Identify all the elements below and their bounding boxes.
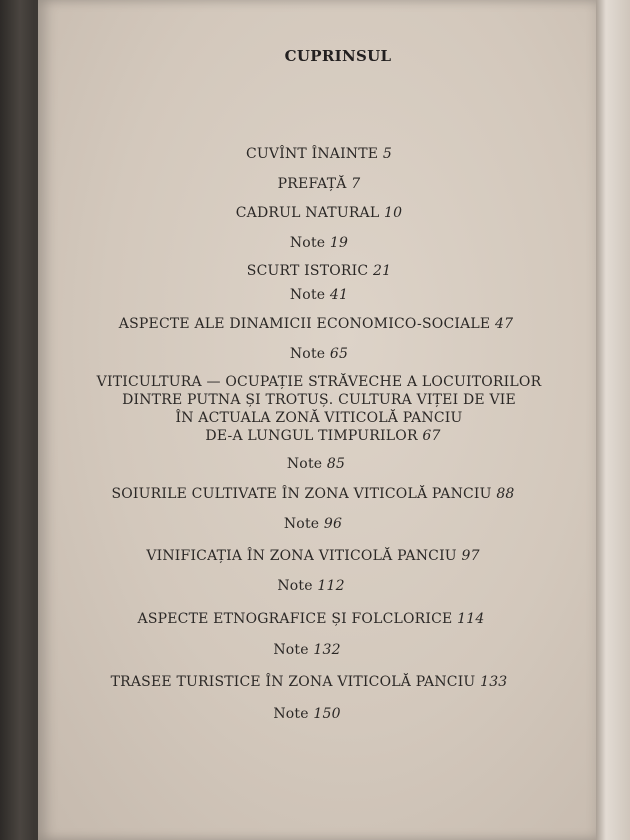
entry-page: 67 (422, 428, 441, 444)
toc-entry-viticultura-line1 (38, 374, 600, 390)
entry-page: 21 (372, 263, 392, 279)
entry-title-line: VITICULTURA — OCUPAȚIE STRĂVECHE A LOCUITORILOR (96, 374, 542, 390)
entry-title: VINIFICAȚIA ÎN ZONA VITICOLĂ PANCIU (146, 548, 457, 564)
entry-title: CADRUL NATURAL (235, 205, 380, 221)
entry-page: 85 (326, 456, 346, 472)
toc-note-4 (35, 456, 597, 472)
toc-entry-soiurile (32, 486, 594, 502)
entry-title-line: DINTRE PUTNA ȘI TROTUȘ. CULTURA VIȚEI DE VIE (122, 392, 516, 408)
entry-title: Note (289, 287, 326, 303)
entry-title: SOIURILE CULTIVATE ÎN ZONA VITICOLĂ PANCIU (111, 486, 492, 502)
entry-page: 150 (313, 706, 341, 722)
entry-page: 41 (329, 287, 349, 303)
toc-note-1 (38, 235, 600, 251)
entry-title: ASPECTE ETNOGRAFICE ȘI FOLCLORICE (137, 611, 453, 627)
entry-title: CUVÎNT ÎNAINTE (246, 146, 379, 162)
entry-page: 97 (461, 548, 480, 564)
toc-title: CUPRINSUL (284, 47, 392, 65)
entry-title-line: ÎN ACTUALA ZONĂ VITICOLĂ PANCIU (175, 410, 463, 426)
table-of-contents (38, 0, 600, 840)
toc-entry-vinificatia (32, 548, 594, 564)
toc-entry-scurt-istoric (38, 263, 600, 279)
entry-page: 7 (351, 176, 361, 192)
entry-page: 10 (384, 205, 403, 221)
toc-entry-aspecte-etnografice (30, 611, 592, 627)
page-edge (596, 0, 630, 840)
toc-entry-aspecte-dinamicii (35, 316, 597, 332)
entry-title: Note (289, 235, 326, 251)
entry-page: 96 (323, 516, 343, 532)
toc-note-6 (30, 578, 592, 594)
toc-entry-prefata (38, 176, 600, 192)
entry-page: 133 (480, 674, 508, 690)
entry-title: Note (277, 578, 313, 594)
entry-title: PREFAȚĂ (277, 176, 347, 192)
toc-note-5 (32, 516, 594, 532)
entry-page: 112 (317, 578, 345, 594)
entry-title: SCURT ISTORIC (246, 263, 369, 279)
toc-entry-cuvint-inainte (38, 146, 600, 162)
entry-title: Note (283, 516, 320, 532)
toc-entry-trasee-turistice (28, 674, 590, 690)
entry-title-line: DE-A LUNGUL TIMPURILOR (205, 428, 418, 444)
entry-title: TRASEE TURISTICE ÎN ZONA VITICOLĂ PANCIU (110, 674, 476, 690)
entry-page: 19 (329, 235, 349, 251)
entry-title: Note (289, 346, 326, 362)
toc-note-8 (26, 706, 588, 722)
entry-page: 47 (494, 316, 514, 332)
entry-title: Note (273, 706, 309, 722)
toc-note-3 (38, 346, 600, 362)
toc-entry-cadrul-natural (38, 205, 600, 221)
toc-entry-viticultura-line3 (38, 410, 600, 426)
toc-note-2 (38, 287, 600, 303)
entry-page: 88 (496, 486, 515, 502)
entry-title: Note (286, 456, 323, 472)
toc-entry-viticultura-line4 (42, 428, 604, 444)
entry-page: 5 (382, 146, 392, 162)
toc-note-7 (26, 642, 588, 658)
entry-page: 65 (329, 346, 349, 362)
entry-page: 114 (457, 611, 485, 627)
entry-page: 132 (313, 642, 341, 658)
entry-title: Note (273, 642, 309, 658)
entry-title: ASPECTE ALE DINAMICII ECONOMICO-SOCIALE (118, 316, 491, 332)
toc-entry-viticultura-line2 (38, 392, 600, 408)
